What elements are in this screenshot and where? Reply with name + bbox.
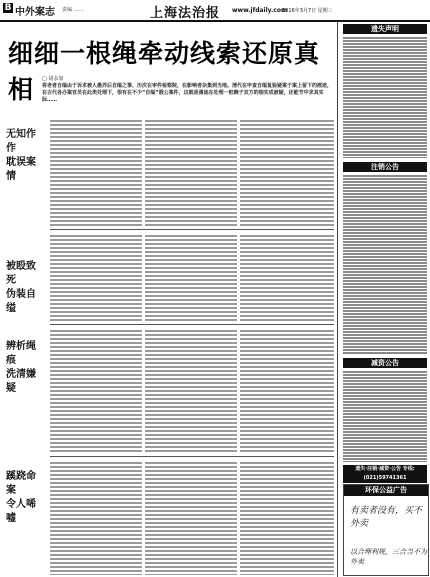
- subhead-4: [6, 470, 44, 526]
- page-header: [0, 0, 430, 22]
- header-info: 责编 ……: [62, 7, 84, 13]
- subhead-1: [6, 128, 44, 184]
- body-column: [240, 233, 334, 321]
- body-column: [145, 233, 237, 321]
- divider: [50, 456, 334, 457]
- eco-ad-title: 环保公益广告: [344, 485, 428, 496]
- body-column: [50, 328, 142, 453]
- subhead-line: 耽误案情: [6, 157, 36, 182]
- subhead-line: 被殴致死: [6, 261, 36, 286]
- section-letter: B: [4, 3, 12, 13]
- divider: [50, 229, 334, 230]
- body-column: [50, 118, 142, 226]
- masthead: 上海法治报: [150, 6, 221, 21]
- notice-title: 减资公告: [343, 358, 427, 368]
- subhead-line: 无知作作: [6, 129, 36, 154]
- body-column: [50, 233, 142, 321]
- issue-date: 2016年3月7日 星期三: [282, 8, 333, 14]
- article-summary: 将老者自缢由于诉求被人愚弄后自缢之事，历次在审件检察院，在影响者杂集到当地。清代在申查自缢复验疑案于案上留下的痕迹，在古代各办案官员在此类处理下，很有在不少“自缢”假公案件，这就是谢迪在处理一桩赖于双方的细实成被疑，还能节中求其实际……: [42, 83, 333, 103]
- notice-body: [343, 36, 427, 158]
- body-column: [145, 460, 237, 575]
- hotline-banner: 遗失·注销·减资·公告 专线:(021)59741361: [343, 465, 427, 483]
- subhead-line: 令人唏嘘: [6, 499, 36, 524]
- body-column: [145, 328, 237, 453]
- subhead-line: 蹊跷命案: [6, 471, 36, 496]
- subhead-line: 伪装自缢: [6, 289, 36, 314]
- body-column: [145, 118, 237, 226]
- subhead-line: 洗清嫌疑: [6, 369, 36, 394]
- subhead-line: 辨析绳痕: [6, 341, 36, 366]
- divider: [50, 324, 334, 325]
- subhead-2: [6, 260, 44, 316]
- subhead-3: [6, 340, 44, 396]
- body-column: [50, 460, 142, 575]
- notice-body: [343, 370, 427, 462]
- body-column: [240, 460, 334, 575]
- body-column: [240, 118, 334, 226]
- article-title: 细细一根绳牵动线索还原真相: [8, 39, 321, 104]
- eco-slogan-top: 有卖者没有，买不外卖: [350, 506, 423, 529]
- body-column: [240, 328, 334, 453]
- site-url: www.jfdaily.com: [232, 7, 288, 14]
- section-name: 中外案志: [15, 7, 55, 18]
- byline: □ 胡永加: [42, 76, 64, 82]
- sidebar-divider: [337, 22, 338, 577]
- notice-body: [343, 174, 427, 354]
- eco-slogan-bottom: 以合理利规，三合当不为外卖: [350, 548, 427, 566]
- notice-title: 遗失声明: [343, 24, 427, 34]
- notice-title: 注销公告: [343, 162, 427, 172]
- eco-ad: [343, 484, 429, 576]
